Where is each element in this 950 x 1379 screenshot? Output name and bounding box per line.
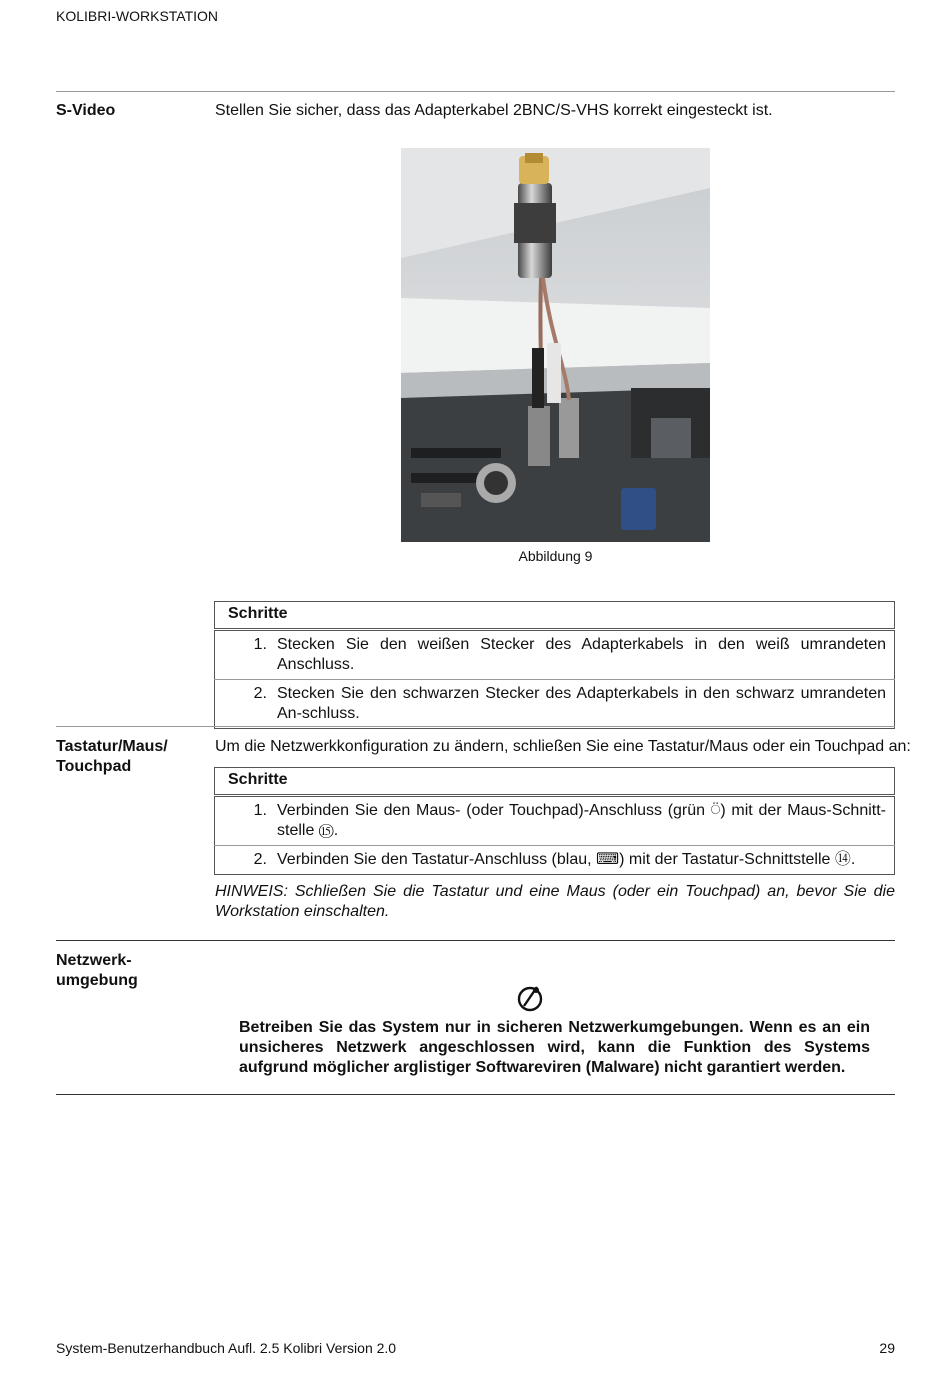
running-header: KOLIBRI-WORKSTATION — [56, 8, 219, 24]
section-label-line: Touchpad — [56, 758, 132, 775]
step-number: 2. — [215, 680, 278, 729]
tastatur-steps-table — [214, 767, 895, 875]
table-row — [215, 680, 895, 729]
step-text: Verbinden Sie den Maus- (oder Touchpad)-Anschluss (grün ⍥) mit der Maus-Schnitt-stelle ⑮. — [277, 796, 895, 846]
adapter-cable-illustration — [401, 148, 710, 542]
section-divider — [56, 940, 895, 941]
table-row — [215, 846, 895, 875]
section-divider — [56, 91, 895, 92]
step-text: Verbinden Sie den Tastatur-Anschluss (blau, ⌨) mit der Tastatur-Schnittstelle ⑭. — [277, 846, 895, 875]
section-divider — [56, 1094, 895, 1095]
step-number: 1. — [215, 630, 278, 680]
svideo-steps-table — [214, 601, 895, 729]
page-number: 29 — [879, 1340, 895, 1356]
step-number: 2. — [215, 846, 278, 875]
step-number: 1. — [215, 796, 278, 846]
step-text: Stecken Sie den schwarzen Stecker des Adapterkabels in den schwarz umrandeten An-schluss. — [277, 680, 895, 729]
tastatur-intro: Um die Netzwerkkonfiguration zu ändern, schließen Sie eine Tastatur/Maus oder ein Touchpad an: — [215, 738, 911, 755]
network-warning: Betreiben Sie das System nur in sicheren Netzwerkumgebungen. Wenn es an ein unsicheres Netzwerk angeschlossen wird, kann die Funktion des Systems aufgrund möglicher arglistiger Softwareviren (Malware) nicht garantiert werden. — [239, 1019, 870, 1076]
hinweis-note: HINWEIS: Schließen Sie die Tastatur und eine Maus (oder ein Touchpad) an, bevor Sie die Workstation einschalten. — [215, 883, 895, 920]
steps-header: Schritte — [215, 602, 895, 630]
table-row — [215, 630, 895, 680]
adapter-cable-photo — [401, 148, 710, 542]
section-label-line: Tastatur/Maus/ — [56, 738, 168, 755]
table-row — [215, 796, 895, 846]
section-label-netzwerk — [56, 951, 138, 991]
section-divider — [56, 726, 895, 727]
figure-caption: Abbildung 9 — [518, 548, 593, 564]
section-label-svideo: S-Video — [56, 102, 116, 119]
section-label-line: Netzwerk- — [56, 952, 132, 969]
footer-manual-title: System-Benutzerhandbuch Aufl. 2.5 Kolibri Version 2.0 — [56, 1340, 397, 1356]
step-text: Stecken Sie den weißen Stecker des Adapterkabels in den weiß umrandeten Anschluss. — [277, 630, 895, 680]
svideo-intro: Stellen Sie sicher, dass das Adapterkabel 2BNC/S-VHS korrekt eingesteckt ist. — [215, 102, 773, 119]
section-label-tastatur — [56, 737, 168, 777]
no-touch-icon — [515, 982, 545, 1014]
steps-header: Schritte — [215, 768, 895, 796]
section-label-line: umgebung — [56, 972, 138, 989]
